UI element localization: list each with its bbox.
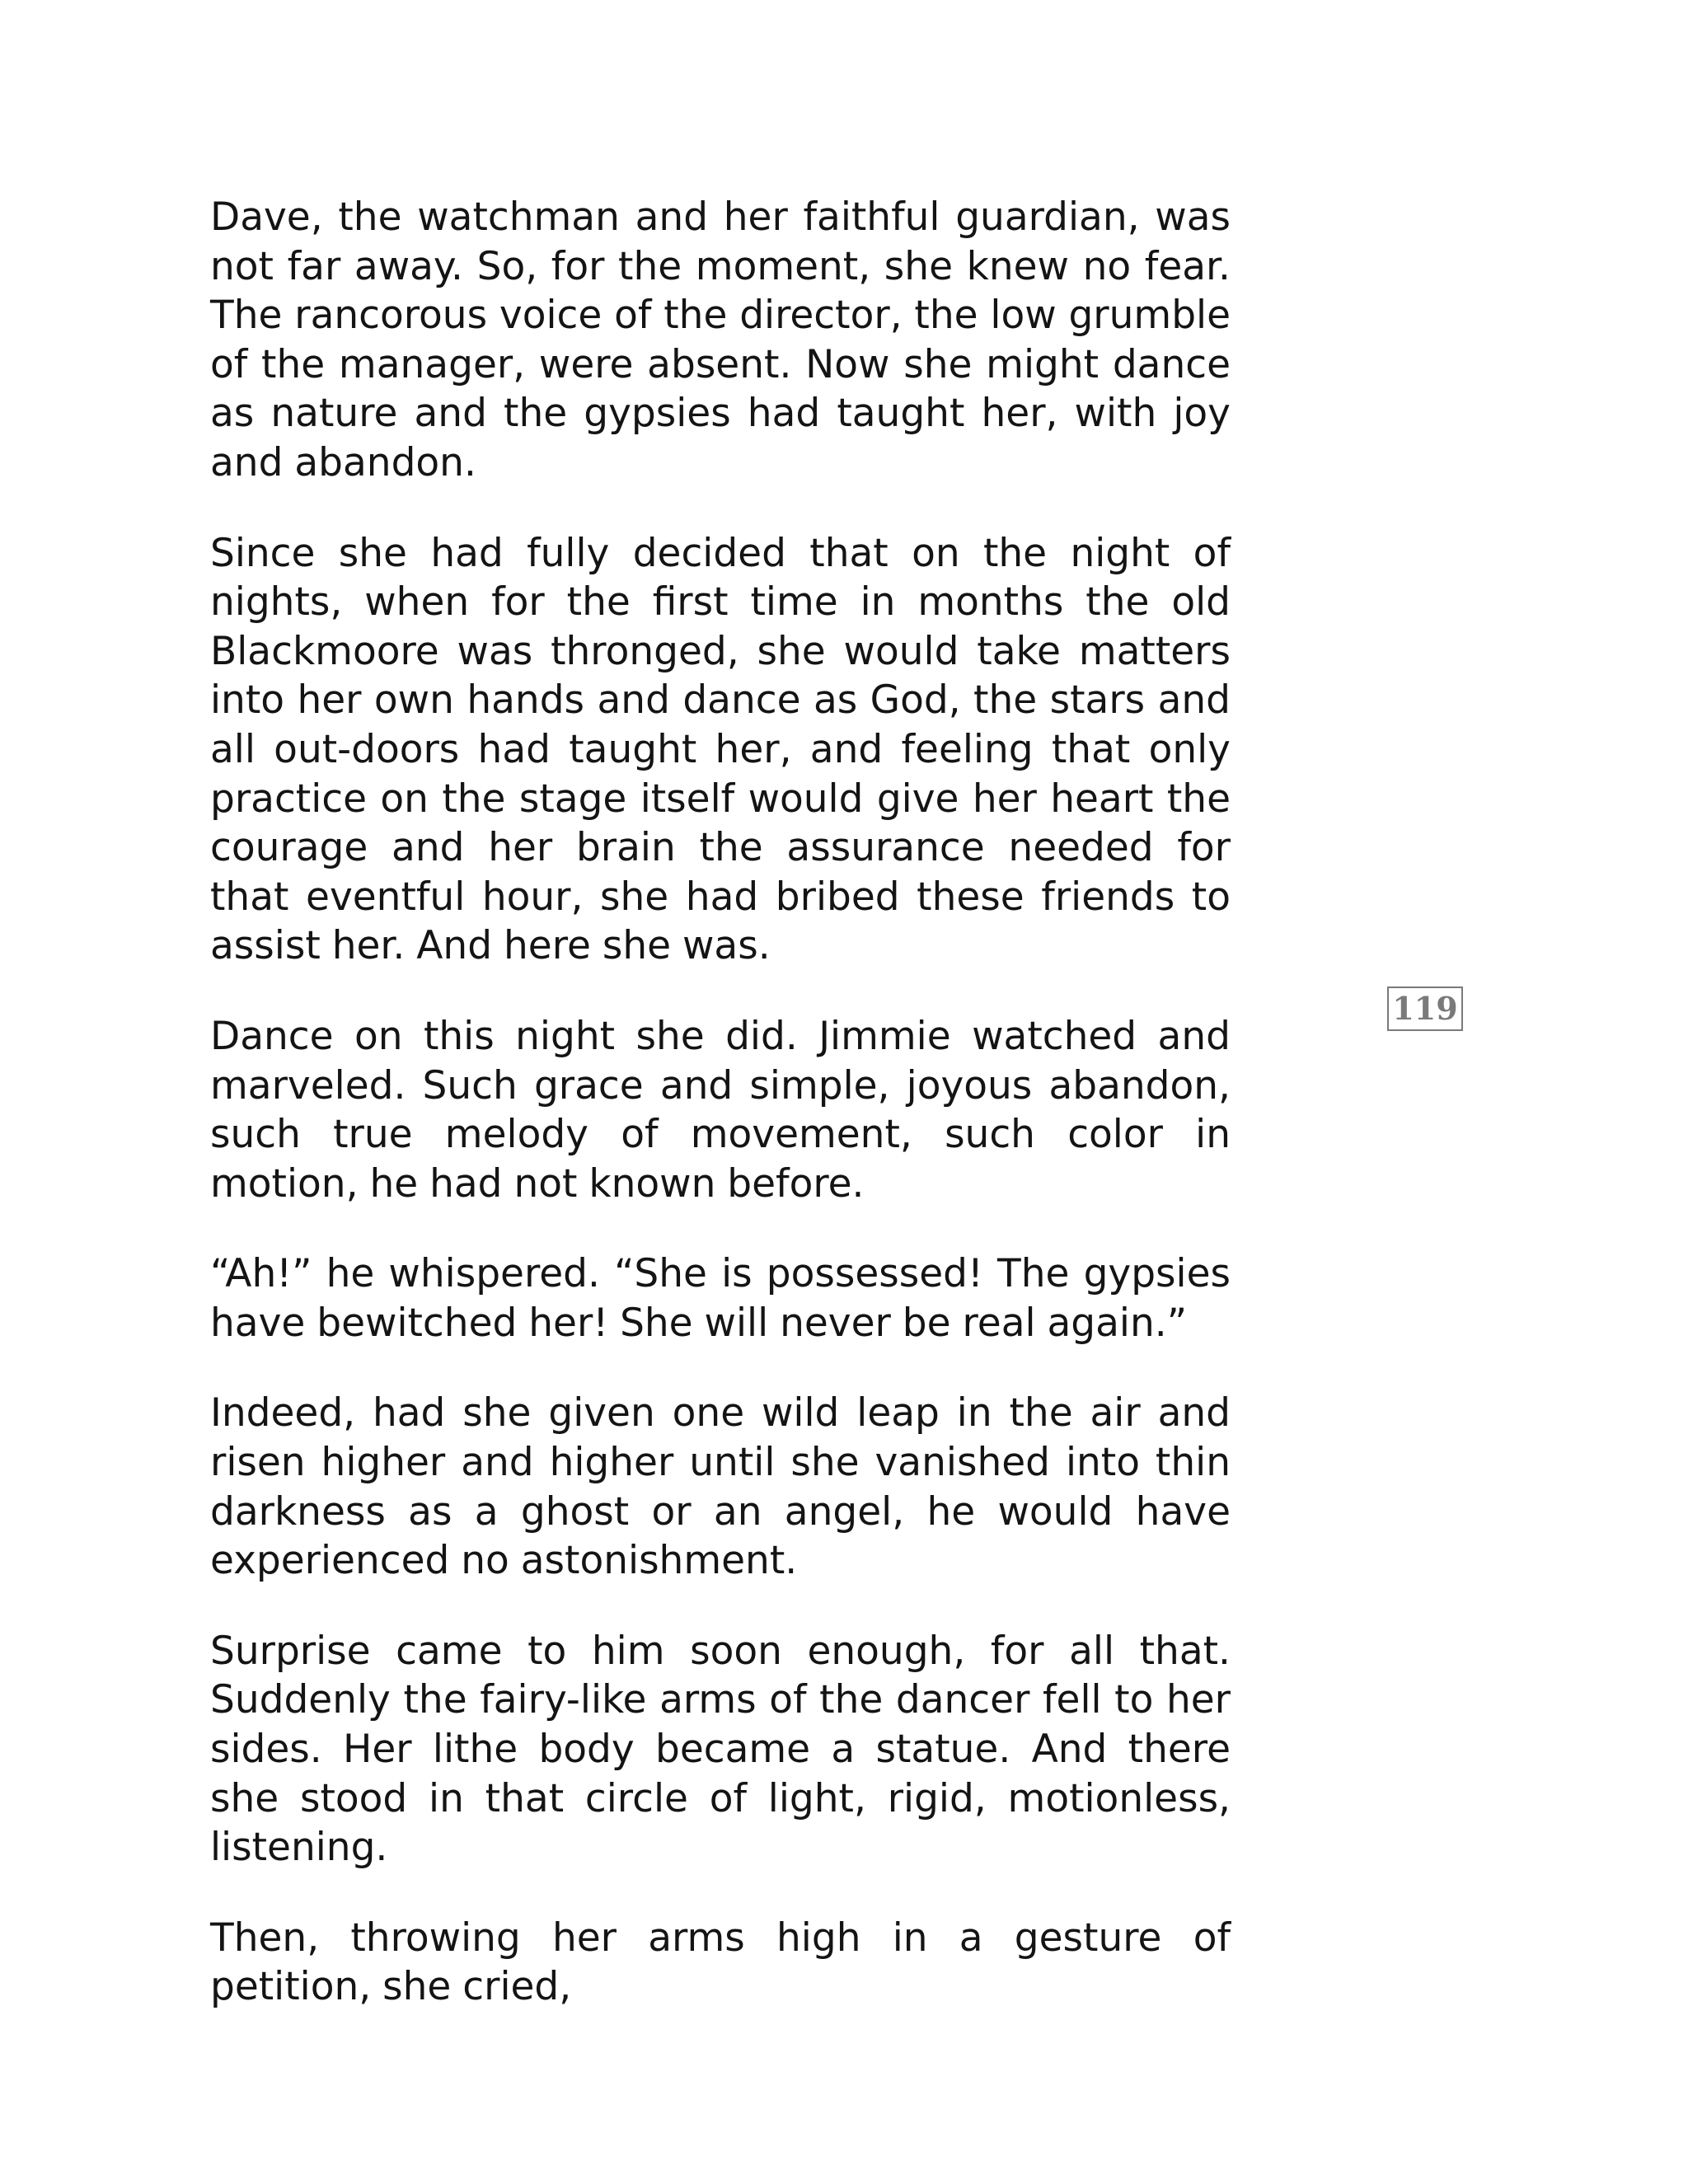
body-text — [210, 193, 1231, 2053]
paragraph: Dance on this night she did. Jimmie watched and marveled. Such grace and simple, joyous abandon, such true melody of movement, such color in motion, he had not known before. — [210, 1013, 1231, 1207]
paragraph: Surprise came to him soon enough, for all that. Suddenly the fairy-like arms of the dancer fell to her sides. Her lithe body became a statue. And there she stood in that circle of light, rigid, motionless, listening. — [210, 1628, 1231, 1871]
paragraph: Dave, the watchman and her faithful guardian, was not far away. So, for the moment, she knew no fear. The rancorous voice of the director, the low grumble of the manager, were absent. Now she might dance as nature and the gypsies had taught her, with joy and abandon. — [210, 194, 1231, 485]
paragraph: “Ah!” he whispered. “She is possessed! The gypsies have bewitched her! She will never be real again.” — [210, 1251, 1231, 1346]
paragraph: Then, throwing her arms high in a gesture of petition, she cried, — [210, 1915, 1231, 2010]
paragraph: Indeed, had she given one wild leap in the air and risen higher and higher until she vanished into thin darkness as a ghost or an angel, he would have experienced no astonishment. — [210, 1390, 1231, 1584]
paragraph: Since she had fully decided that on the night of nights, when for the first time in months the old Blackmoore was thronged, she would take matters into her own hands and dance as God, the stars and all out-doors had taught her, and feeling that only practice on the stage itself would give her heart the courage and her brain the assurance needed for that eventful hour, she had bribed these friends to assist her. And here she was. — [210, 530, 1231, 969]
page-number: 119 — [1387, 987, 1463, 1031]
